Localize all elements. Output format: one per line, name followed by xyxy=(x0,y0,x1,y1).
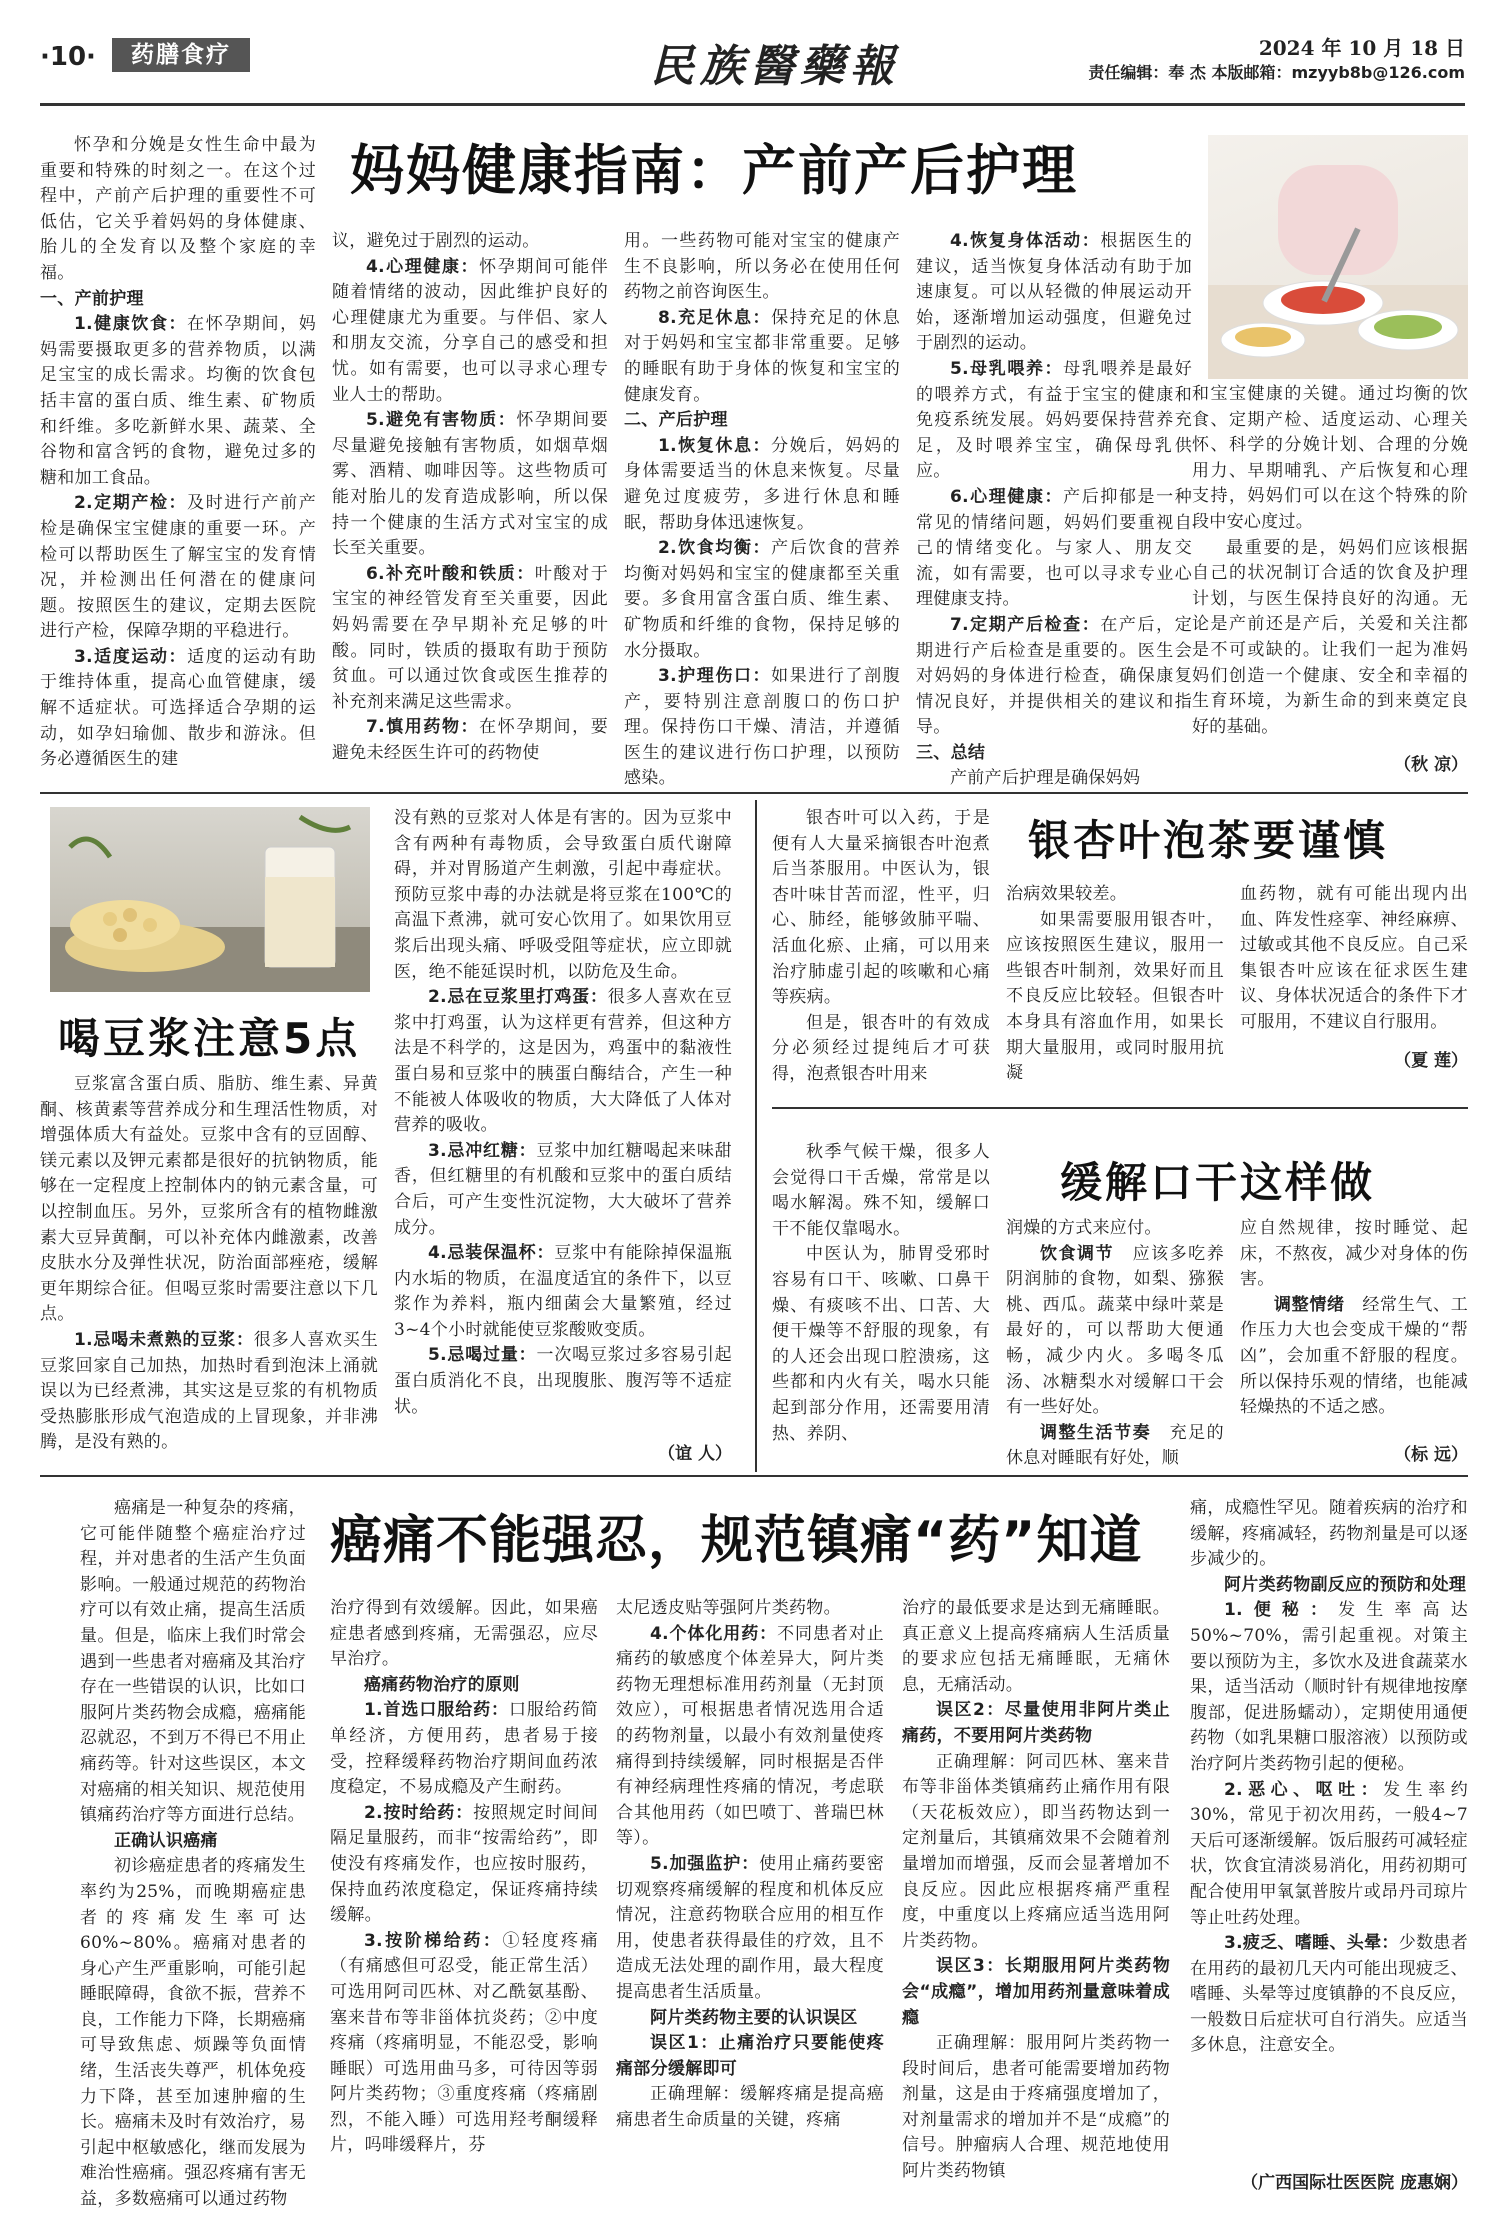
paragraph xyxy=(332,255,608,409)
paragraph-text: 治疗得到有效缓解。因此，如果癌症患者感到疼痛，无需强忍，应尽早治疗。 xyxy=(330,1598,598,1670)
paragraph-text: 豆浆富含蛋白质、脂肪、维生素、异黄酮、核黄素等营养成分和生理活性物质，对增强体质大有益处。豆浆中含有的豆固醇、镁元素以及钾元素都是很好的抗钠物质，能够在一定程度上控制体内的钠元素含量，可以控制血压。另外，豆浆所含有的植物雌激素大豆异黄酮，可以补充体内雌激素，改善皮肤水分及弹性状况，防治面部痤疮，缓解更年期综合征。但喝豆浆时需要注意以下几点。 xyxy=(40,1074,378,1325)
paragraph-text: 豆浆中有能除掉保温瓶内水垢的物质，在温度适宜的条件下，以豆浆作为养料，瓶内细菌会大量繁殖，经过3~4个小时就能使豆浆酸败变质。 xyxy=(394,1243,733,1340)
paragraph-text: 太尼透皮贴等强阿片类药物。 xyxy=(616,1598,841,1618)
paragraph-text: 发生率约30%，常见于初次用药，一般4~7天后可逐渐缓解。饭后服药可减轻症状，饮食宜清淡易消化，用药初期可配合使用甲氧氯普胺片或昂丹司琼片等止吐药处理。 xyxy=(1190,1779,1469,1928)
paragraph-lead: 3.忌冲红糖： xyxy=(428,1140,537,1161)
paragraph xyxy=(330,1596,598,1673)
paragraph xyxy=(902,1698,1170,1749)
paragraph-text: 秋季气候干燥，很多人会觉得口干舌燥，常常是以喝水解渴。殊不知，缓解口干不能仅靠喝水。 xyxy=(772,1142,990,1239)
paragraph-text: 没有熟的豆浆对人体是有害的。因为豆浆中含有两种有毒物质，会导致蛋白质代谢障碍，并对胃肠道产生刺激，引起中毒症状。预防豆浆中毒的办法就是将豆浆在100℃的高温下煮沸，就可安心饮用了。如果饮用豆浆后出现头痛、呼吸受阻等症状，应立即就医，绝不能延误时机，以防危及生命。 xyxy=(394,808,732,982)
paragraph xyxy=(1240,882,1468,1036)
paragraph-text: 应自然规律，按时睡觉、起床，不熬夜，减少对身体的伤害。 xyxy=(1240,1218,1468,1290)
paragraph xyxy=(1190,1496,1468,1573)
section-heading xyxy=(616,2006,884,2032)
paragraph xyxy=(40,491,316,645)
paragraph-lead: 1.忌喝未煮熟的豆浆： xyxy=(74,1329,254,1350)
paragraph xyxy=(80,1496,306,1829)
paragraph-text: 用。一些药物可能对宝宝的健康产生不良影响，所以务必在使用任何药物之前咨询医生。 xyxy=(624,231,900,303)
article-drymouth-col-3 xyxy=(1240,1216,1468,1421)
author-yiren: （谊 人） xyxy=(658,1444,732,1464)
paragraph xyxy=(916,229,1192,357)
paragraph xyxy=(394,1343,732,1420)
paragraph xyxy=(1006,882,1224,908)
editor-info: 责任编辑：奉 杰 本版邮箱：mzyyb8b@126.com xyxy=(1088,63,1465,82)
paragraph xyxy=(1192,536,1468,741)
divider-2 xyxy=(772,1107,1468,1109)
paragraph-text: 正确理解：服用阿片类药物一段时间后，患者可能需要增加药物剂量，这是由于疼痛强度增加了，对剂量需求的增加并不是“成瘾”的信号。肿瘤病人合理、规范地使用阿片类药物镇 xyxy=(902,2033,1170,2182)
paragraph-text: 豆浆中加红糖喝起来味甜香，但红糖里的有机酸和豆浆中的蛋白质结合后，可产生变性沉淀物，大大破坏了营养成分。 xyxy=(394,1140,732,1238)
paragraph-text: 及时进行产前产检是确保宝宝健康的重要一环。产检可以帮助医生了解宝宝的发育情况，并检测出任何潜在的健康问题。按照医生的建议，定期去医院进行产检，保障孕期的平稳进行。 xyxy=(40,493,316,642)
paragraph-text: 三、总结 xyxy=(916,742,986,763)
paragraph-text: 阿片类药物主要的认识误区 xyxy=(650,2007,858,2028)
paragraph xyxy=(1006,1216,1224,1242)
paragraph-lead: 2.恶心、呕吐： xyxy=(1224,1779,1384,1800)
paragraph-lead: 5.母乳喂养： xyxy=(950,358,1064,379)
paragraph-text: 一、产前护理 xyxy=(40,288,144,309)
paragraph-text: 产后饮食的营养均衡对妈妈和宝宝的健康都至关重要。多食用富含蛋白质、维生素、矿物质和纤维的食物，保持足够的水分摄取。 xyxy=(624,538,900,661)
paragraph-text: 发生率高达50%~70%，需引起重视。对策主要以预防为主，多饮水及进食蔬菜水果，适当活动（顺时针有规律地按摩腹部，促进肠蠕动），定期使用通便药物（如乳果糖口服溶液）以预防或治疗阿片类药物引起的便秘。 xyxy=(1190,1600,1468,1774)
paragraph-text: 充足的休息对睡眠有好处，顺 xyxy=(1006,1422,1224,1469)
paragraph xyxy=(624,536,900,664)
paragraph-lead: 6.心理健康： xyxy=(950,486,1064,507)
paragraph-text: 中医认为，肺胃受邪时容易有口干、咳嗽、口鼻干燥、有痰咳不出、口苦、大便干燥等不舒服的现象，有的人还会出现口腔溃疡，这些都和内火有关，喝水只能起到部分作用，还需要用清热、养阴、 xyxy=(772,1244,990,1444)
section-heading xyxy=(624,408,900,434)
paragraph-text: 口服给药简单经济，方便用药，患者易于接受，控释缓释药物治疗期间血药浓度稳定，不易成瘾及产生耐药。 xyxy=(330,1700,598,1798)
paragraph-lead: 2.按时给药： xyxy=(364,1802,474,1823)
paragraph-lead: 饮食调节 xyxy=(1040,1243,1115,1264)
paragraph-text: 在产后，定期进行产后检查是重要的。医生会对妈妈的身体进行检查，确保康复情况良好，并提供相关的建议和指导。 xyxy=(916,614,1192,738)
page-header xyxy=(40,30,1465,105)
article-soymilk-col-1 xyxy=(40,1072,378,1456)
paragraph-text: 治疗的最低要求是达到无痛睡眠。真正意义上提高疼痛病人生活质量的要求应包括无痛睡眠，无痛休息，无痛活动。 xyxy=(902,1598,1170,1695)
paragraph xyxy=(616,2082,884,2133)
article-drymouth-col-1 xyxy=(772,1140,990,1447)
paragraph-lead: 3.护理伤口： xyxy=(658,666,772,687)
paragraph-text: 母乳喂养是最好的喂养方式，有益于宝宝的健康和免疫系统发展。妈妈要保持营养充足，及时喂养宝宝，确保母乳供应。 xyxy=(916,358,1192,482)
paragraph-text: 癌痛药物治疗的原则 xyxy=(364,1674,520,1695)
article-title-soymilk: 喝豆浆注意5点 xyxy=(58,1014,361,1063)
divider-vertical xyxy=(755,800,757,1472)
paragraph-text: 经常生气、工作压力大也会变成干燥的“帮凶”，会加重不舒服的程度。所以保持乐观的情绪，也能减轻燥热的不适之感。 xyxy=(1240,1294,1468,1418)
paragraph-text: 但是，银杏叶的有效成分必须经过提纯后才可获得，泡煮银杏叶用来 xyxy=(772,1012,990,1084)
meal-photo xyxy=(1208,135,1468,379)
paragraph xyxy=(394,806,732,985)
paragraph-text: 使用止痛药要密切观察疼痛缓解的程度和机体反应情况，注意药物联合应用的相互作用，使患者获得最佳的疗效，且不造成无法处理的副作用，最大程度提高患者生活质量。 xyxy=(616,1853,884,2002)
paragraph-text: 适度的运动有助于维持体重，提高心血管健康，缓解不适症状。可选择适合孕期的运动，如孕妇瑜伽、散步和游泳。但务必遵循医生的建 xyxy=(40,646,316,770)
paragraph-text: 产前产后护理是确保妈妈 xyxy=(950,768,1141,789)
issue-date: 2024 年 10 月 18 日 xyxy=(1258,36,1465,60)
paragraph xyxy=(624,664,900,792)
article-maternal-col-3 xyxy=(624,229,900,792)
paragraph xyxy=(616,1596,884,1622)
paragraph xyxy=(1190,1598,1468,1777)
paragraph-text: 少数患者在用药的最初几天内可能出现疲乏、嗜睡、头晕等过度镇静的不良反应，一般数日后症状可自行消失。应适当多休息，注意安全。 xyxy=(1190,1933,1468,2056)
paragraph-lead: 2.定期产检： xyxy=(74,493,188,514)
paragraph-text: ①轻度疼痛（有痛感但可忍受，能正常生活）可选用阿司匹林、对乙酰氨基酚、塞来昔布等非甾体抗炎药；②中度疼痛（疼痛明显，不能忍受，影响睡眠）可选用曲马多，可待因等弱阿片类药物；③重度疼痛（疼痛剧烈，不能入睡）可选用羟考酮缓释片，吗啡缓释片，芬 xyxy=(330,1930,599,2156)
article-cancerpain-col-5 xyxy=(1190,1496,1468,2059)
article-cancerpain-col-2 xyxy=(330,1596,598,2159)
section-heading xyxy=(330,1673,598,1699)
paragraph-text: 正确理解：缓解疼痛是提高癌痛患者生命质量的关键，疼痛 xyxy=(616,2084,884,2130)
paragraph-lead: 1.健康饮食： xyxy=(74,314,188,335)
paragraph xyxy=(330,1698,598,1800)
divider-3 xyxy=(40,1475,1468,1477)
paragraph-text: 一次喝豆浆过多容易引起蛋白质消化不良，出现腹胀、腹泻等不适症状。 xyxy=(394,1345,732,1417)
divider-1 xyxy=(40,792,1468,794)
paragraph-lead: 3.适度运动： xyxy=(74,646,188,667)
paragraph-lead: 4.心理健康： xyxy=(366,256,480,277)
article-ginkgo-col-1 xyxy=(772,806,990,1088)
paragraph xyxy=(624,229,900,306)
paragraph-text: 治病效果较差。 xyxy=(1006,884,1128,904)
paragraph-lead: 6.补充叶酸和铁质： xyxy=(366,563,535,584)
paragraph-text: 银杏叶可以入药，于是便有人大量采摘银杏叶泡煮后当茶服用。中医认为，银杏叶味甘苦而涩，性平，归心、肺经，能够敛肺平喘、活血化瘀、止痛，可以用来治疗肺虚引起的咳嗽和心痛等疾病。 xyxy=(772,808,990,1008)
soymilk-photo xyxy=(50,807,370,992)
paragraph xyxy=(1190,1778,1468,1932)
paragraph-text: 不同患者对止痛药的敏感度个体差异大，阿片类药物无理想标准用药剂量（无封顶效应），可根据患者情况选用合适的药物剂量，以最小有效剂量使疼痛得到持续缓解，同时根据是否伴有神经病理性疼痛的情况，考虑联合其他用药（如巴喷丁、普瑞巴林等）。 xyxy=(616,1623,884,1849)
paragraph-text: 怀孕期间可能伴随着情绪的波动，因此维护良好的心理健康尤为重要。与伴侣、家人和朋友交流，分享自己的感受和担忧。如有需要，也可以寻求心理专业人士的帮助。 xyxy=(332,256,608,405)
article-ginkgo-col-2 xyxy=(1006,882,1224,1087)
paragraph xyxy=(332,562,608,716)
paragraph xyxy=(332,229,608,255)
paragraph-text: 痛，成瘾性罕见。随着疾病的治疗和缓解，疼痛减轻，药物剂量是可以逐步减少的。 xyxy=(1190,1498,1468,1570)
article-soymilk-col-2 xyxy=(394,806,732,1420)
paragraph-text: 产后抑郁是一种常见的情绪问题，妈妈们要重视自己的情绪变化。与家人、朋友交流，如有需要，也可以寻求专业心理健康支持。 xyxy=(916,486,1192,610)
paragraph xyxy=(616,1852,884,2006)
paragraph-text: 如果需要服用银杏叶，应该按照医生建议，服用一些银杏叶制剂，效果好而且不良反应比较轻。但银杏叶本身具有溶血作用，如果长期大量服用，或同时服用抗凝 xyxy=(1006,909,1224,1084)
paragraph-lead: 1.首选口服给药： xyxy=(364,1700,509,1721)
paragraph xyxy=(394,1241,732,1343)
paragraph-lead: 调整情绪 xyxy=(1274,1294,1345,1315)
paragraph xyxy=(394,1139,732,1241)
section-label: 药膳食疗 xyxy=(112,38,250,72)
paragraph xyxy=(902,1750,1170,1955)
paragraph-lead: 5.忌喝过量： xyxy=(428,1345,537,1366)
paragraph-text: 正确理解：阿司匹林、塞来昔布等非甾体类镇痛药止痛作用有限（天花板效应），即当药物达到一定剂量后，其镇痛效果不会随着剂量增加而增强，反而会显著增加不良反应。因此应根据疼痛严重程度，中重度以上疼痛应适当选用阿片类药物。 xyxy=(902,1751,1170,1951)
paragraph-lead: 2.忌在豆浆里打鸡蛋： xyxy=(428,987,608,1008)
article-title-ginkgo: 银杏叶泡茶要谨慎 xyxy=(1028,816,1389,865)
paragraph-text: 癌痛是一种复杂的疼痛，它可能伴随整个癌症治疗过程，并对患者的生活产生负面影响。一般通过规范的药物治疗可以有效止痛，提高生活质量。但是，临床上我们时常会遇到一些患者对癌痛及其治疗存在一些错误的认识，比如口服阿片类药物会成瘾，癌痛能忍就忍，不到万不得已不用止痛药等。针对这些误区，本文对癌痛的相关知识、规范使用镇痛药治疗等方面进行总结。 xyxy=(80,1498,306,1826)
paragraph-lead: 7.定期产后检查： xyxy=(950,614,1101,635)
section-heading xyxy=(80,1829,306,1855)
paragraph xyxy=(1192,382,1468,536)
paragraph-text: 润燥的方式来应付。 xyxy=(1006,1218,1162,1238)
paragraph xyxy=(772,1011,990,1088)
paragraph-text: 分娩后，妈妈的身体需要适当的休息来恢复。尽量避免过度疲劳，多进行休息和睡眠，帮助身体迅速恢复。 xyxy=(624,435,900,533)
article-maternal-col-1 xyxy=(40,133,316,773)
article-cancerpain-col-1 xyxy=(80,1496,306,2213)
paragraph-text: 保持充足的休息对于妈妈和宝宝都非常重要。足够的睡眠有助于身体的恢复和宝宝的健康发育。 xyxy=(624,307,900,405)
paragraph xyxy=(1006,1421,1224,1472)
paragraph-lead: 4.忌装保温杯： xyxy=(428,1243,555,1264)
paragraph-lead: 3.疲乏、嗜睡、头晕： xyxy=(1224,1933,1399,1954)
paragraph-lead: 1.恢复休息： xyxy=(658,435,772,456)
paragraph xyxy=(40,1328,378,1456)
article-ginkgo-col-3 xyxy=(1240,882,1468,1036)
paragraph xyxy=(902,1954,1170,2031)
paragraph-text: 叶酸对于宝宝的神经管发育至关重要，因此妈妈需要在孕早期补充足够的叶酸。同时，铁质的摄取有助于预防贫血。可以通过饮食或医生推荐的补充剂来满足这些需求。 xyxy=(332,563,608,712)
paragraph xyxy=(772,1242,990,1447)
section-heading xyxy=(916,741,1192,767)
author-xialian: （夏 莲） xyxy=(1394,1051,1468,1071)
paragraph-lead: 误区2：尽量使用非阿片类止痛药，不要用阿片类药物 xyxy=(902,1700,1170,1746)
paragraph xyxy=(616,1622,884,1852)
paragraph-text: 按照规定时间间隔足量服药，而非“按需给药”，即使没有疼痛发作，也应按时服药，保持血药浓度稳定，保证疼痛持续缓解。 xyxy=(330,1802,598,1926)
paragraph xyxy=(332,408,608,562)
paragraph xyxy=(40,133,316,287)
paragraph xyxy=(1006,1242,1224,1421)
masthead: 民族醫藥報 xyxy=(650,41,900,92)
article-cancerpain-col-4 xyxy=(902,1596,1170,2185)
paragraph-text: 正确认识癌痛 xyxy=(114,1830,218,1851)
paragraph-text: 应该多吃养阴润肺的食物，如梨、猕猴桃、西瓜。蔬菜中绿叶菜是最好的，可以帮助大便通畅，减少内火。多喝冬瓜汤、冰糖梨水对缓解口干会有一些好处。 xyxy=(1006,1243,1224,1418)
paragraph xyxy=(624,306,900,408)
paragraph-lead: 7.慎用药物： xyxy=(366,717,480,738)
paragraph xyxy=(1190,1931,1468,2059)
paragraph xyxy=(1006,908,1224,1087)
page-number: ·10· xyxy=(40,42,96,72)
paragraph xyxy=(394,985,732,1139)
paragraph xyxy=(1240,1216,1468,1293)
section-heading xyxy=(1190,1573,1468,1599)
paragraph-lead: 调整生活节奏 xyxy=(1040,1422,1152,1443)
paragraph-lead: 1.便秘： xyxy=(1224,1600,1339,1621)
paragraph-text: 怀孕和分娩是女性生命中最为重要和特殊的时刻之一。在这个过程中，产前产后护理的重要性不可低估，它关乎着妈妈的身体健康、胎儿的全发育以及整个家庭的幸福。 xyxy=(40,135,316,283)
paragraph-text: 在怀孕期间，要避免未经医生许可的药物使 xyxy=(332,717,608,763)
author-biaoyuan: （标 远） xyxy=(1394,1445,1468,1465)
paragraph xyxy=(772,1140,990,1242)
paragraph xyxy=(616,2031,884,2082)
paragraph xyxy=(40,1072,378,1328)
paragraph-text: 怀孕期间要尽量避免接触有害物质，如烟草烟雾、酒精、咖啡因等。这些物质可能对胎儿的发育造成影响，所以保持一个健康的生活方式对宝宝的成长至关重要。 xyxy=(332,410,608,559)
paragraph-text: 最重要的是，妈妈们应该根据自己的状况制订合适的饮食及护理计划，与医生保持良好的沟通。无论是产前还是产后，关爱和关注都是不可或缺的。让我们一起为准妈妈们创造一个健康、安全和幸福的生育环境，为新生命的到来奠定良好的基础。 xyxy=(1192,537,1468,737)
paragraph xyxy=(916,613,1192,741)
paragraph-text: 二、产后护理 xyxy=(624,410,728,431)
paragraph xyxy=(916,766,1192,792)
paragraph-lead: 8.充足休息： xyxy=(658,307,772,328)
paragraph xyxy=(40,312,316,491)
article-drymouth-col-2 xyxy=(1006,1216,1224,1472)
paragraph xyxy=(916,357,1192,485)
paragraph xyxy=(80,1854,306,2212)
paragraph-lead: 误区3：长期服用阿片类药物会“成瘾”，增加用药剂量意味着成瘾 xyxy=(902,1956,1170,2028)
article-maternal-col-4 xyxy=(916,229,1192,792)
article-maternal-col-2 xyxy=(332,229,608,766)
paragraph xyxy=(902,1596,1170,1698)
paragraph-lead: 3.按阶梯给药： xyxy=(364,1930,503,1951)
article-title-maternal: 妈妈健康指南：产前产后护理 xyxy=(350,139,1078,202)
paragraph-lead: 5.避免有害物质： xyxy=(366,410,517,431)
article-cancerpain-col-3 xyxy=(616,1596,884,2133)
author-panghuixian: （广西国际壮医医院 庞惠娴） xyxy=(1241,2173,1468,2193)
paragraph xyxy=(330,1801,598,1929)
paragraph-text: 在怀孕期间，妈妈需要摄取更多的营养物质，以满足宝宝的成长需求。均衡的饮食包括丰富的蛋白质、维生素、矿物质和纤维。多吃新鲜水果、蔬菜、全谷物和富含钙的食物，避免过多的糖和加工食品。 xyxy=(40,314,316,488)
article-title-cancerpain: 癌痛不能强忍，规范镇痛“药”知道 xyxy=(330,1511,1143,1571)
paragraph xyxy=(916,485,1192,613)
paragraph-text: 和宝宝健康的关键。通过均衡的饮食、定期产检、适度运动、心理关怀、科学的分娩计划、合理的分娩用力、早期哺乳、产后恢复和心理支持，妈妈们可以在这个特殊的阶段中安心度过。 xyxy=(1192,384,1468,532)
paragraph-text: 如果进行了剖腹产，要特别注意剖腹口的伤口护理。保持伤口干燥、清洁，并遵循医生的建议进行伤口护理，以预防感染。 xyxy=(624,666,900,789)
paragraph xyxy=(40,645,316,773)
paragraph-text: 根据医生的建议，适当恢复身体活动有助于加速康复。可以从轻微的伸展运动开始，逐渐增加运动强度，但避免过于剧烈的运动。 xyxy=(916,231,1192,354)
paragraph xyxy=(332,715,608,766)
author-qiuliang: （秋 凉） xyxy=(1394,755,1468,775)
section-heading xyxy=(40,287,316,313)
paragraph xyxy=(330,1929,598,2159)
paragraph-lead: 5.加强监护： xyxy=(650,1853,760,1874)
paragraph xyxy=(772,806,990,1011)
paragraph-lead: 2.饮食均衡： xyxy=(658,538,772,559)
article-title-drymouth: 缓解口干这样做 xyxy=(1060,1158,1376,1207)
paragraph-text: 初诊癌症患者的疼痛发生率约为25%，而晚期癌症患者的疼痛发生率可达60%~80%。癌痛对患者的身心产生严重影响，可能引起睡眠障碍，食欲不振，营养不良，工作能力下降，长期癌痛可导致焦虑、烦躁等负面情绪，生活丧失尊严，机体免疫力下降，甚至加速肿瘤的生长。癌痛未及时有效治疗，易引起中枢敏感化，继而发展为难治性癌痛。强忍疼痛有害无益，多数癌痛可以通过药物 xyxy=(80,1856,306,2210)
paragraph xyxy=(624,434,900,536)
article-maternal-col-5 xyxy=(1192,382,1468,740)
paragraph-text: 阿片类药物副反应的预防和处理 xyxy=(1224,1574,1467,1595)
paragraph-text: 议，避免过于剧烈的运动。 xyxy=(332,231,540,251)
paragraph-lead: 4.恢复身体活动： xyxy=(950,231,1101,251)
header-rule xyxy=(40,103,1465,106)
paragraph-lead: 4.个体化用药： xyxy=(650,1623,778,1644)
paragraph xyxy=(902,2031,1170,2185)
paragraph-lead: 误区1：止痛治疗只要能使疼痛部分缓解即可 xyxy=(616,2033,884,2079)
paragraph-text: 很多人喜欢买生豆浆回家自己加热，加热时看到泡沫上涌就误以为已经煮沸，其实这是豆浆的有机物质受热膨胀形成气泡造成的上冒现象，并非沸腾，是没有熟的。 xyxy=(40,1329,378,1453)
paragraph-text: 血药物，就有可能出现内出血、阵发性痉挛、神经麻痹、过敏或其他不良反应。自己采集银杏叶应该在征求医生建议、身体状况适合的条件下才可服用，不建议自行服用。 xyxy=(1240,884,1468,1032)
paragraph xyxy=(1240,1293,1468,1421)
paragraph-text: 很多人喜欢在豆浆中打鸡蛋，认为这样更有营养，但这种方法是不科学的，这是因为，鸡蛋中的黏液性蛋白易和豆浆中的胰蛋白酶结合，产生一种不能被人体吸收的物质，大大降低了人体对营养的吸收。 xyxy=(394,987,732,1136)
